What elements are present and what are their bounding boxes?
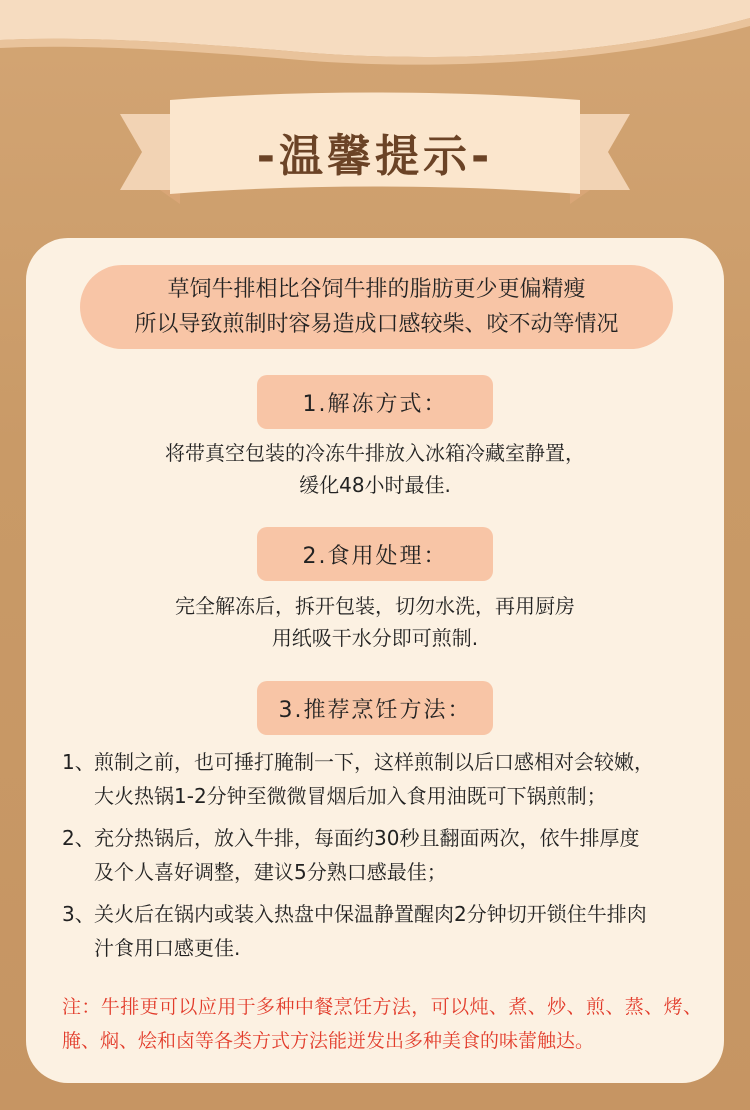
paragraph-line: 用纸吸干水分即可煎制. xyxy=(271,626,479,650)
intro-line: 草饲牛排相比谷饲牛排的脂肪更少更偏精瘦 xyxy=(167,277,586,302)
section-heading-thawing: 1.解冻方式： xyxy=(257,375,493,429)
section-heading-handling: 2.食用处理： xyxy=(257,527,493,581)
list-line: 煎制之前，也可捶打腌制一下，这样煎制以后口感相对会较嫩， xyxy=(94,750,654,774)
list-line: 及个人喜好调整，建议5分熟口感最佳； xyxy=(94,860,447,884)
paragraph-line: 完全解冻后，拆开包装，切勿水洗，再用厨房 xyxy=(175,594,575,618)
cooking-method-list xyxy=(62,745,702,965)
handling-text xyxy=(60,590,690,654)
paragraph-line: 缓化48小时最佳. xyxy=(299,473,451,497)
list-item xyxy=(62,745,702,813)
list-line: 充分热锅后，放入牛排，每面约30秒且翻面两次，依牛排厚度 xyxy=(94,826,640,850)
list-number: 1、 xyxy=(62,750,95,774)
top-wave-decoration xyxy=(0,0,750,80)
intro-banner xyxy=(80,265,673,349)
page-title: -温馨提示- xyxy=(256,131,494,182)
list-item xyxy=(62,821,702,889)
list-line: 关火后在锅内或装入热盘中保温静置醒肉2分钟切开锁住牛排肉 xyxy=(94,902,647,926)
list-line: 汁食用口感更佳. xyxy=(94,936,241,960)
list-number: 2、 xyxy=(62,826,95,850)
thawing-text xyxy=(60,437,690,501)
section-heading-cooking: 3.推荐烹饪方法： xyxy=(257,681,493,735)
red-note: 注：牛排更可以应用于多种中餐烹饪方法，可以炖、煮、炒、煎、蒸、烤、腌、焖、烩和卤等各类方式方法能迸发出多种美食的味蕾触达。 xyxy=(62,996,702,1052)
paragraph-line: 将带真空包装的冷冻牛排放入冰箱冷藏室静置， xyxy=(165,441,585,465)
list-line: 大火热锅1-2分钟至微微冒烟后加入食用油既可下锅煎制； xyxy=(94,784,607,808)
list-item xyxy=(62,897,702,965)
list-number: 3、 xyxy=(62,902,95,926)
intro-line: 所以导致煎制时容易造成口感较柴、咬不动等情况 xyxy=(134,312,619,337)
